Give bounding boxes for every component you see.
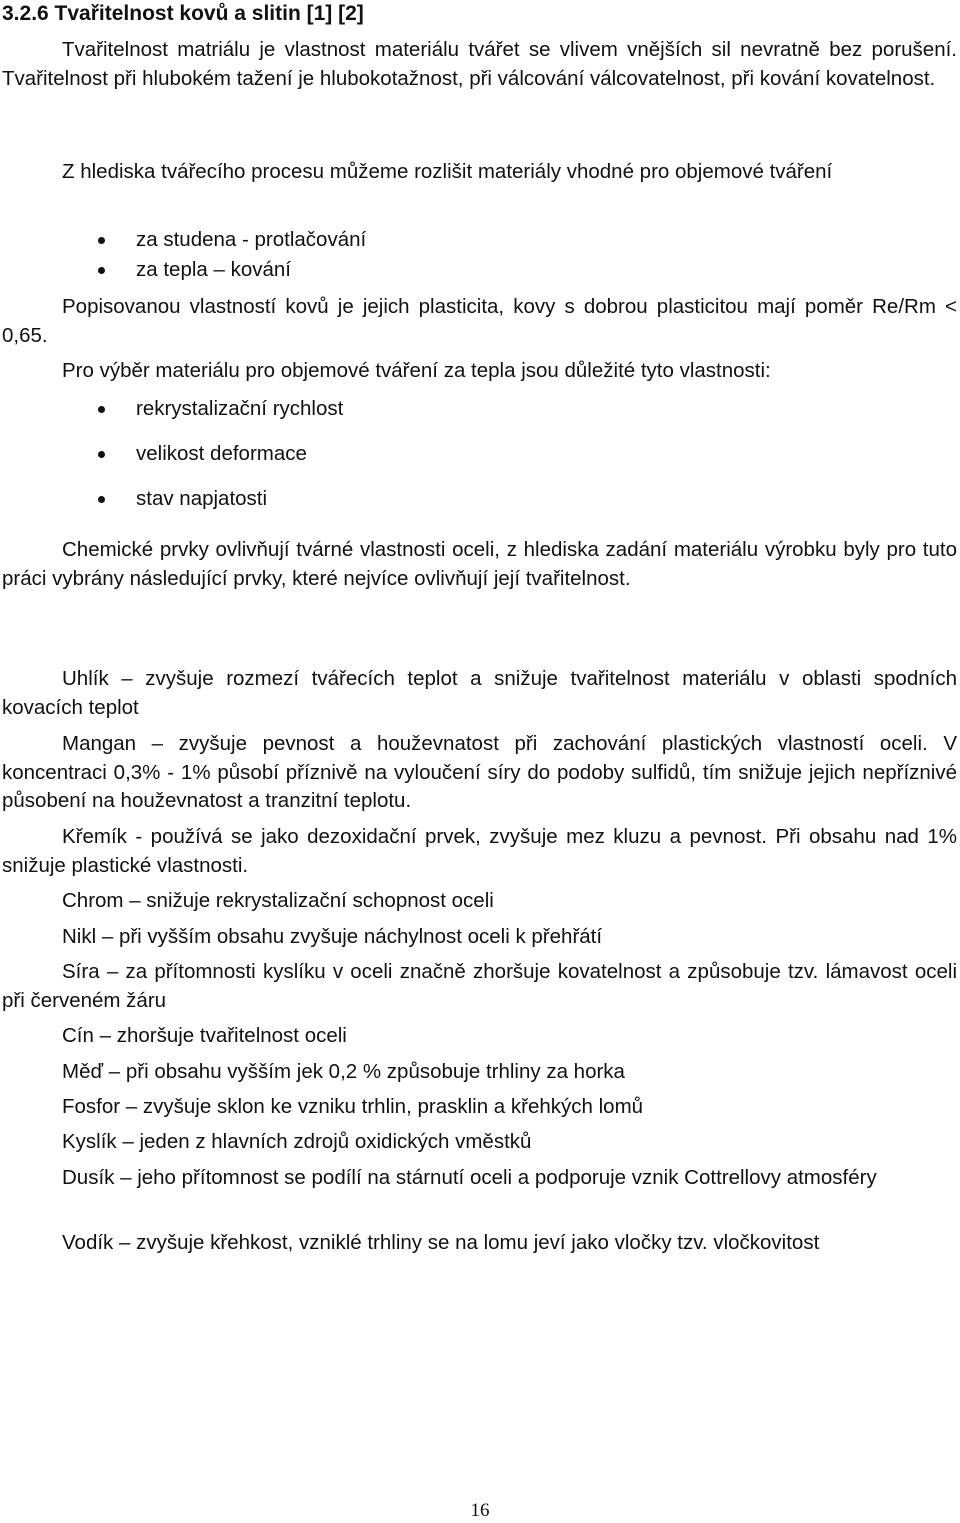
element-paragraph-chromium: Chrom – snižuje rekrystalizační schopnost oceli (62, 889, 494, 912)
bullet-icon (98, 406, 105, 413)
element-paragraph-carbon: Uhlík – zvyšuje rozmezí tvářecích teplot a snižuje tvařitelnost materiálu v oblasti spodních kovacích teplot (2, 667, 957, 719)
element-paragraph-silicon: Křemík - používá se jako dezoxidační prvek, zvyšuje mez kluzu a pevnost. Při obsahu nad 1% snižuje plastické vlastnosti. (2, 825, 957, 877)
bullet-icon (98, 267, 105, 274)
list-item-text: stav napjatosti (136, 487, 268, 510)
element-paragraph-copper: Měď – při obsahu vyšším jek 0,2 % způsobuje trhliny za horka (62, 1060, 625, 1083)
page-number: 16 (470, 1500, 490, 1521)
element-paragraph-oxygen: Kyslík – jeden z hlavních zdrojů oxidických vměstků (62, 1130, 532, 1153)
bullet-icon (98, 237, 105, 244)
list-item-text: za tepla – kování (136, 258, 291, 281)
bullet-icon (98, 451, 105, 458)
chemical-elements-intro-paragraph: Chemické prvky ovlivňují tvárné vlastnosti oceli, z hlediska zadání materiálu výrobku byly pro tuto práci vybrány následující prvky, které nejvíce ovlivňují její tvařitelnost. (2, 538, 957, 590)
list-item-text: velikost deformace (136, 442, 307, 465)
element-paragraph-nitrogen: Dusík – jeho přítomnost se podílí na stárnutí oceli a podporuje vznik Cottrellovy atmosféry (62, 1166, 877, 1189)
element-paragraph-phosphorus: Fosfor – zvyšuje sklon ke vzniku trhlin, prasklin a křehkých lomů (62, 1095, 644, 1118)
element-paragraph-manganese: Mangan – zvyšuje pevnost a houževnatost při zachování plastických vlastností oceli. V koncentraci 0,3% - 1% působí příznivě na vyloučení síry do podoby sulfidů, tím snižuje jejich nepříznivé působení na houževnatost a tranzitní teplotu. (2, 732, 957, 812)
section-heading: 3.2.6 Tvařitelnost kovů a slitin [1] [2] (2, 2, 364, 25)
element-paragraph-nickel: Nikl – při vyšším obsahu zvyšuje náchylnost oceli k přehřátí (62, 925, 603, 948)
element-paragraph-tin: Cín – zhoršuje tvařitelnost oceli (62, 1024, 347, 1047)
list-item-text: za studena - protlačování (136, 228, 367, 251)
bullet-icon (98, 496, 105, 503)
intro-paragraph: Tvařitelnost matriálu je vlastnost materiálu tvářet se vlivem vnějších sil nevratně bez porušení. Tvařitelnost při hlubokém tažení je hlubokotažnost, při válcování válcovatelnost, při kování kovatelnost. (2, 38, 957, 90)
plasticity-paragraph: Popisovanou vlastností kovů je jejich plasticita, kovy s dobrou plasticitou mají poměr Re/Rm < 0,65. (2, 295, 957, 347)
element-paragraph-sulfur: Síra – za přítomnosti kyslíku v oceli značně zhoršuje kovatelnost a způsobuje tzv. lámavost oceli při červeném žáru (2, 960, 957, 1012)
list-item-text: rekrystalizační rychlost (136, 397, 344, 420)
process-intro-paragraph: Z hlediska tvářecího procesu můžeme rozlišit materiály vhodné pro objemové tváření (62, 160, 833, 183)
element-paragraph-hydrogen: Vodík – zvyšuje křehkost, vzniklé trhliny se na lomu jeví jako vločky tzv. vločkovitost (62, 1231, 820, 1254)
hot-forming-intro-paragraph: Pro výběr materiálu pro objemové tváření za tepla jsou důležité tyto vlastnosti: (62, 359, 771, 382)
